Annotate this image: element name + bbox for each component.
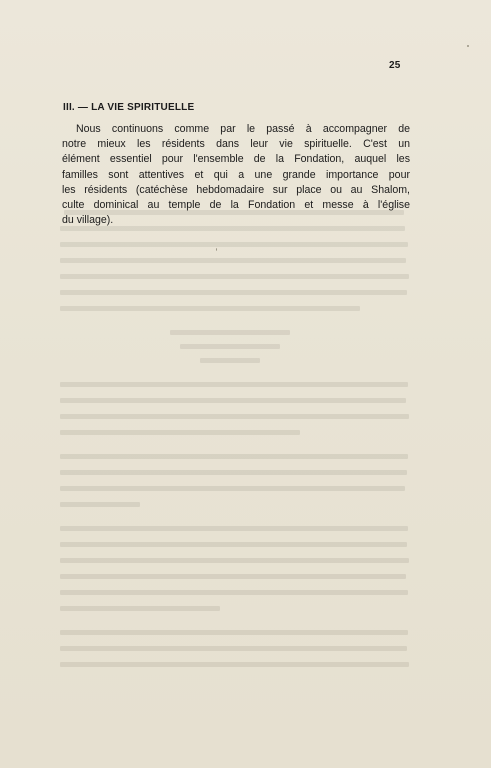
paragraph-line: du village). (62, 214, 114, 227)
paragraph-line: Nous continuons comme par le passé à accompagner de (76, 123, 410, 135)
paragraph-line: les résidents (catéchèse hebdomadaire sur place ou au Shalom, (62, 183, 410, 196)
paper-speck (467, 45, 469, 47)
paragraph-line: élément essentiel pour l'ensemble de la Fondation, auquel les (62, 153, 410, 166)
paragraph-line: culte dominical au temple de la Fondation et messe à l'église (62, 199, 410, 212)
body-paragraph (62, 122, 410, 228)
paragraph-line: familles sont attentives et qui a une grande importance pour (62, 168, 410, 181)
section-heading: III. — LA VIE SPIRITUELLE (63, 102, 195, 113)
paper-speck (216, 248, 217, 251)
page-number: 25 (389, 60, 401, 71)
paragraph-line: notre mieux les résidents dans leur vie spirituelle. C'est un (62, 138, 410, 151)
